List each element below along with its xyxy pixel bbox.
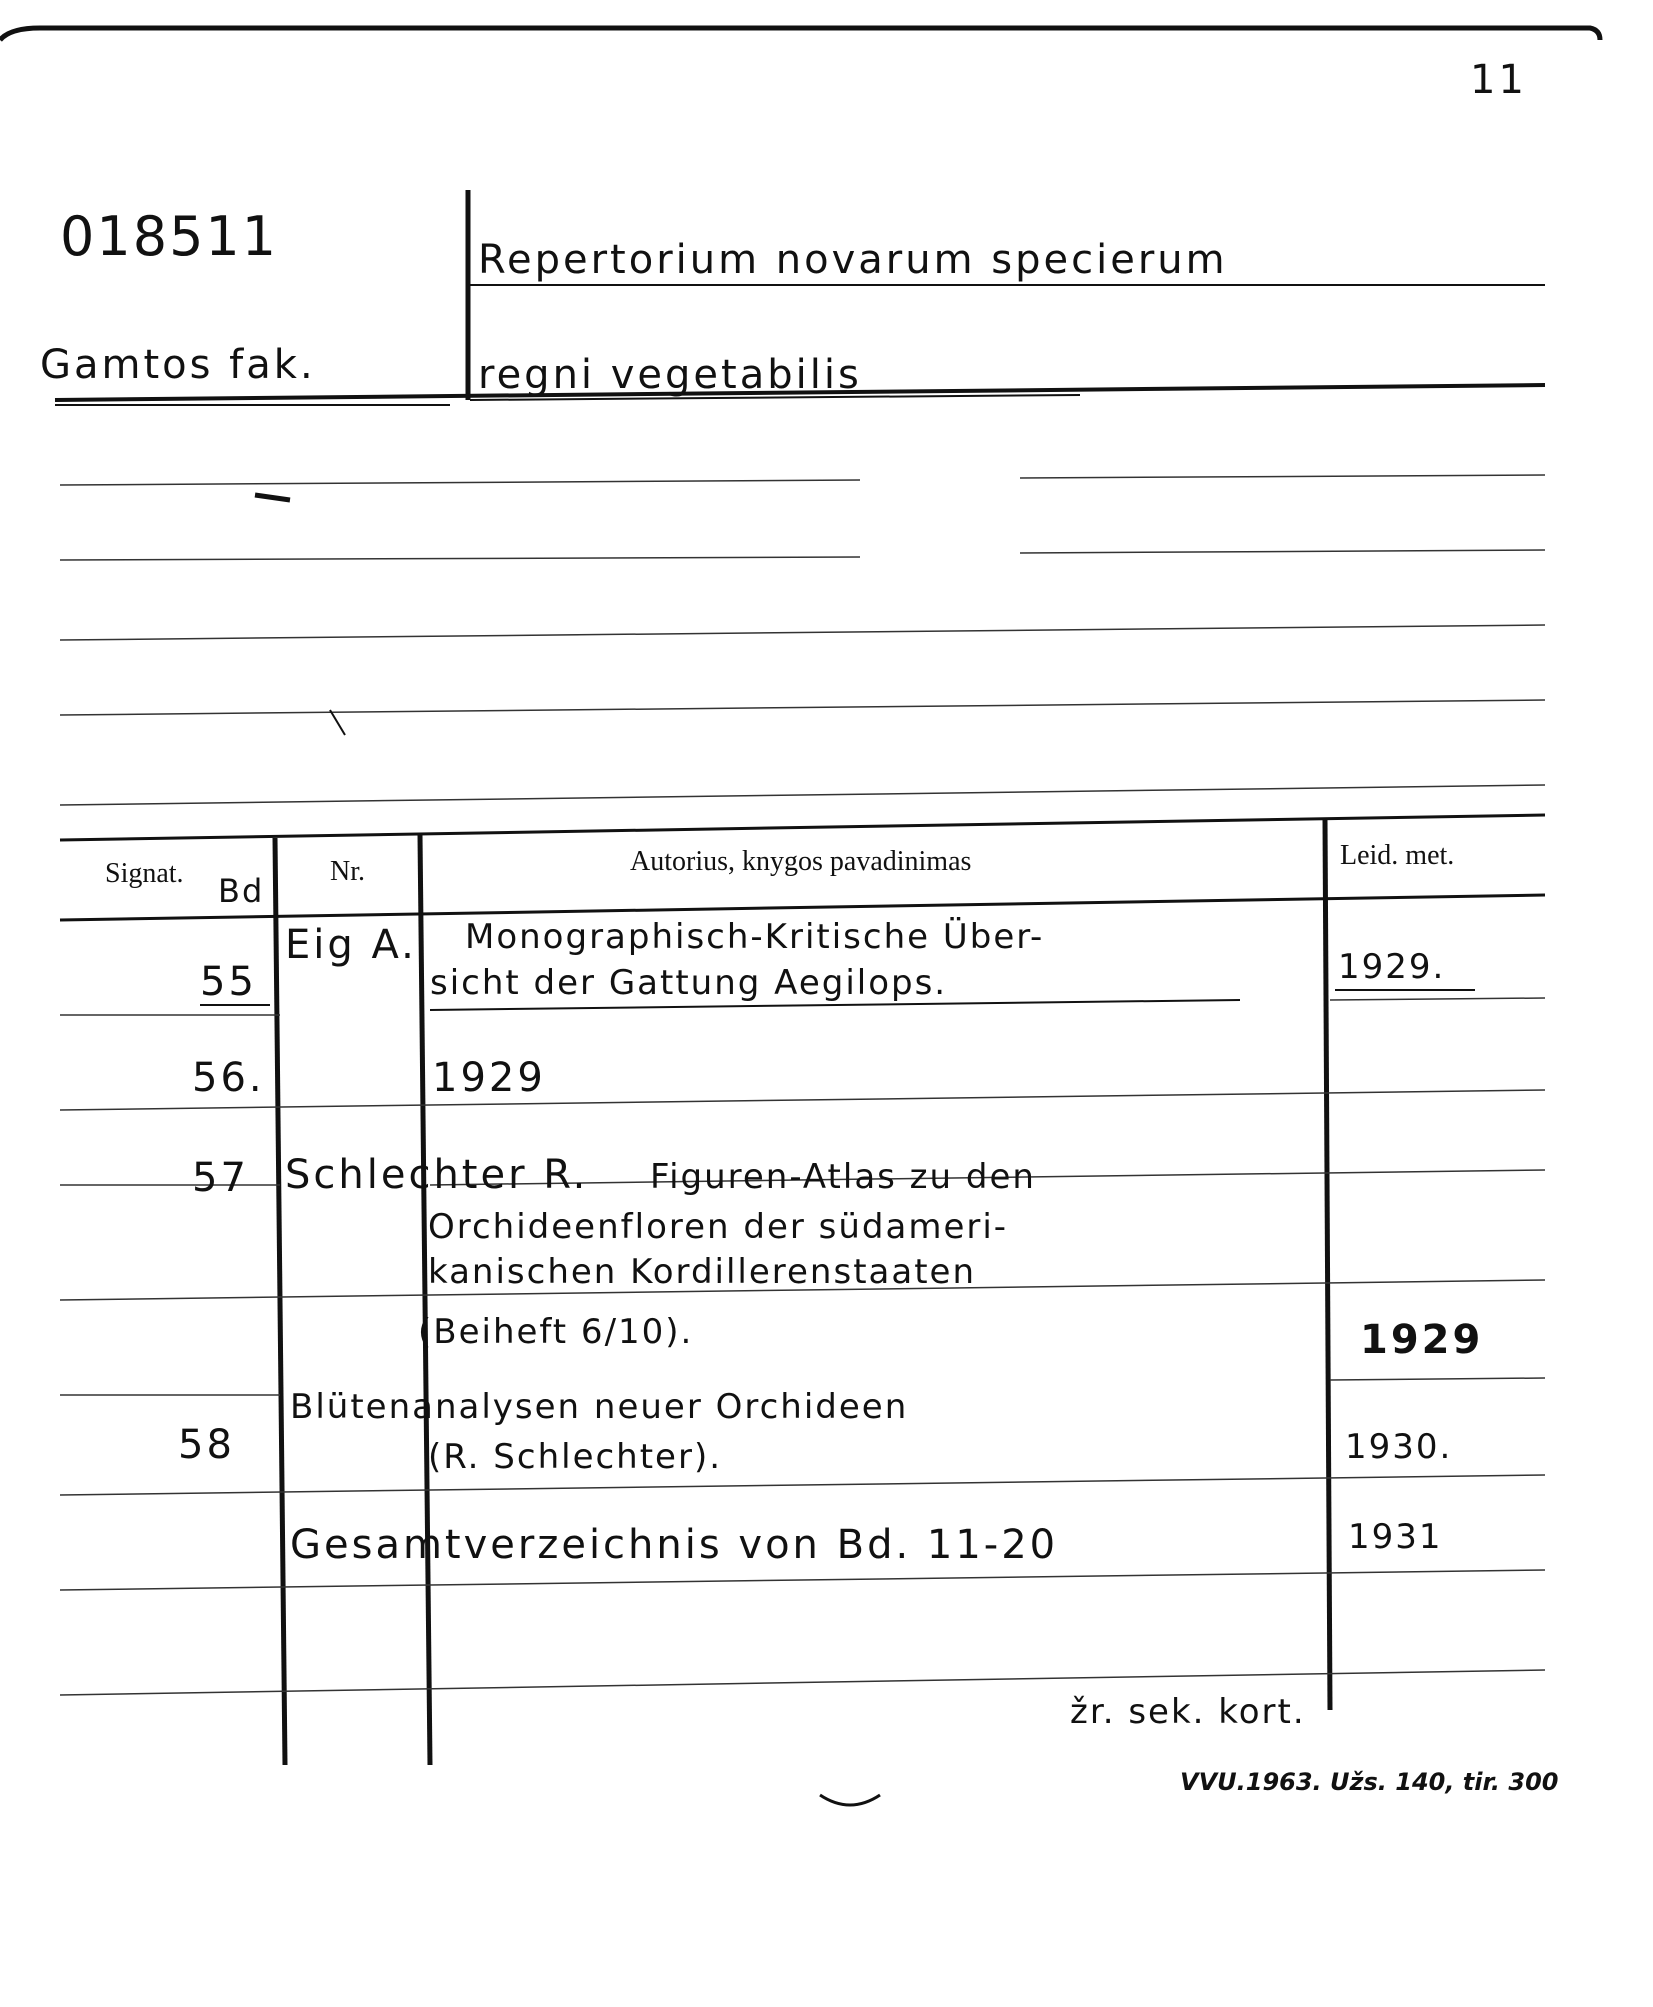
header-volume: Bd (218, 872, 265, 910)
page-number: 11 (1470, 57, 1527, 103)
row-57-bd: 57 (192, 1155, 249, 1201)
row-57-title-4: (Beiheft 6/10). (418, 1312, 694, 1352)
title-line-2: regni vegetabilis (478, 352, 862, 398)
row-55-bd: 55 (200, 959, 257, 1005)
row-57-title-2: Orchideenfloren der südameri- (428, 1207, 1009, 1247)
printer-mark: VVU.1963. Užs. 140, tir. 300 (1180, 1768, 1559, 1796)
header-number: Nr. (330, 856, 365, 887)
continued-note: žr. sek. kort. (1070, 1692, 1306, 1732)
header-year: Leid. met. (1340, 840, 1455, 871)
row-58-title-1: Blütenanalysen neuer Orchideen (290, 1387, 909, 1427)
row-58-bd: 58 (178, 1422, 235, 1468)
header-signature: Signat. (105, 858, 184, 889)
row-index-title: Gesamtverzeichnis von Bd. 11-20 (290, 1522, 1059, 1568)
inventory-number: 018511 (60, 205, 279, 268)
row-56-bd: 56. (192, 1055, 265, 1101)
row-55-author: Eig A. (285, 922, 417, 968)
row-57-year: 1929 (1360, 1317, 1484, 1363)
row-58-year: 1930. (1345, 1427, 1453, 1467)
row-index-year: 1931 (1348, 1517, 1443, 1557)
row-57-title-3: kanischen Kordillerenstaaten (428, 1252, 976, 1292)
row-55-title-1: Monographisch-Kritische Über- (465, 917, 1045, 957)
row-56-title: 1929 (432, 1055, 546, 1101)
header-author-title: Autorius, knygos pavadinimas (630, 846, 972, 877)
row-57-title-1: Figuren-Atlas zu den (650, 1157, 1036, 1197)
title-line-1: Repertorium novarum specierum (478, 237, 1228, 283)
department: Gamtos fak. (40, 342, 316, 388)
row-55-year: 1929. (1338, 947, 1446, 987)
row-55-title-2: sicht der Gattung Aegilops. (430, 963, 948, 1003)
row-57-author: Schlechter R. (285, 1152, 589, 1198)
row-58-title-2: (R. Schlechter). (428, 1437, 723, 1477)
